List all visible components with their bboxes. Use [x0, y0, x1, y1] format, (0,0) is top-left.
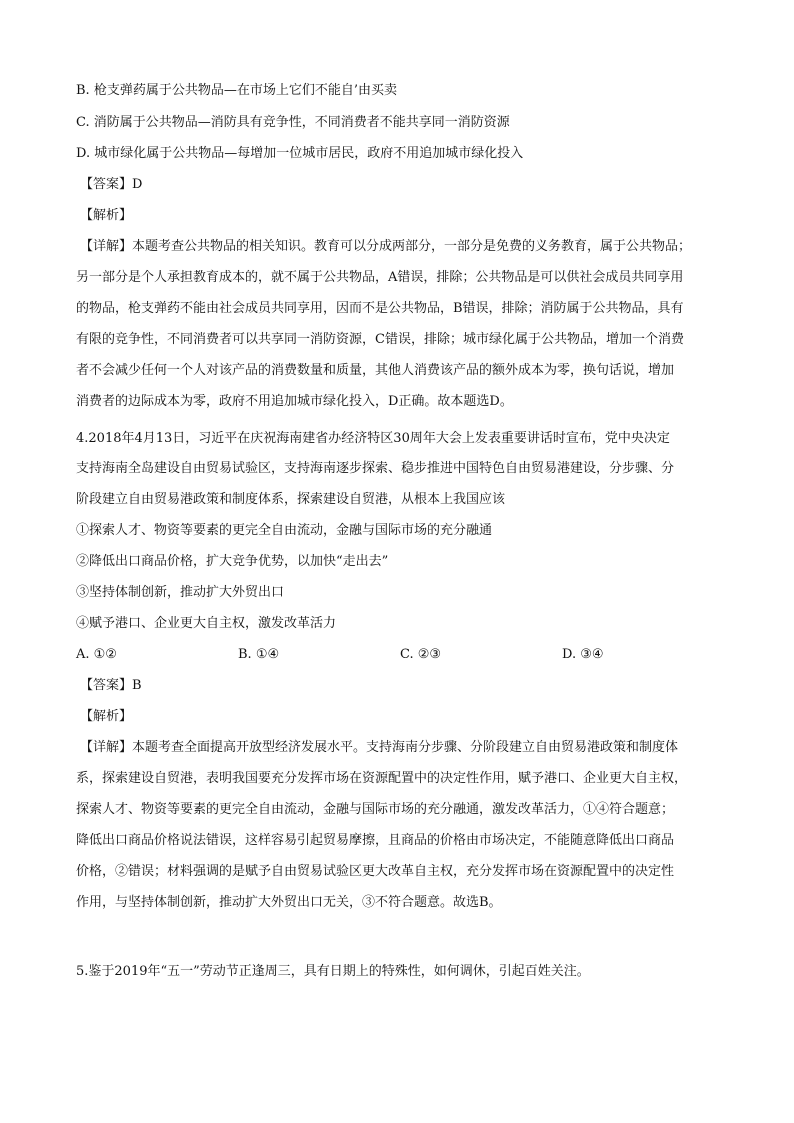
q4-detail-line: 【详解】本题考查全面提高开放型经济发展水平。支持海南分步骤、分阶段建立自由贸易港政策和制度体: [80, 740, 679, 755]
q3-detail-line: 另一部分是个人承担教育成本的，就不属于公共物品，A错误，排除；公共物品是可以供社会成员共同享用: [76, 270, 684, 285]
q4-stem-line: 4.2018年4月13日，习近平在庆祝海南建省办经济特区30周年大会上发表重要讲话时宣布，党中央决定: [76, 431, 670, 446]
q4-item-4: ④赋予港口、企业更大自主权，激发改革活力: [76, 616, 337, 631]
q3-analysis-title: 【解析】: [80, 208, 133, 223]
q3-option-b: B. 枪支弹药属于公共物品—在市场上它们不能自’由买卖: [76, 83, 397, 98]
q3-detail-line: 有限的竞争性，不同消费者可以共享同一消防资源，C错误，排除；城市绿化属于公共物品，增加一个消费: [76, 332, 684, 347]
q4-stem-line: 支持海南全岛建设自由贸易试验区，支持海南逐步探索、稳步推进中国特色自由贸易港建设，分步骤、分: [76, 461, 675, 476]
q4-item-3: ③坚持体制创新，推动扩大外贸出口: [76, 585, 285, 600]
q4-detail-line: 探索人才、物资等要素的更完全自由流动，金融与国际市场的充分融通，激发改革活力，①④符合题意；: [76, 802, 675, 817]
q4-choice-d: D. ③④: [562, 647, 604, 662]
q4-choice-c: C. ②③: [400, 647, 442, 662]
q4-choice-a: A. ①②: [76, 647, 117, 662]
q3-detail-line: 【详解】本题考查公共物品的相关知识。教育可以分成两部分，一部分是免费的义务教育，属于公共物品；: [80, 239, 692, 254]
q3-option-d: D. 城市绿化属于公共物品—每增加一位城市居民，政府不用追加城市绿化投入: [76, 146, 524, 161]
q4-analysis-title: 【解析】: [80, 709, 133, 724]
q5-stem: 5.鉴于2019年“五一”劳动节正逢周三，具有日期上的特殊性，如何调休，引起百姓关注。: [76, 964, 590, 979]
q3-option-c: C. 消防属于公共物品—消防具有竞争性，不同消费者不能共享同一消防资源: [76, 115, 510, 130]
q3-detail-line: 的物品，枪支弹药不能由社会成员共同享用，因而不是公共物品，B错误，排除；消防属于公共物品，具有: [76, 301, 684, 316]
q4-detail-line: 系，探索建设自贸港，表明我国要充分发挥市场在资源配置中的决定性作用，赋予港口、企业更大自主权，: [76, 771, 688, 786]
q4-stem-line: 阶段建立自由贸易港政策和制度体系，探索建设自贸港，从根本上我国应该: [76, 492, 506, 507]
q4-detail-line: 作用，与坚持体制创新，推动扩大外贸出口无关，③不符合题意。故选B。: [76, 895, 502, 910]
q4-item-2: ②降低出口商品价格，扩大竞争优势，以加快“走出去”: [76, 554, 389, 569]
q4-detail-line: 降低出口商品价格说法错误，这样容易引起贸易摩擦，且商品的价格由市场决定，不能随意降低出口商品: [76, 833, 675, 848]
q4-choice-b: B. ①④: [238, 647, 280, 662]
q3-detail-line: 消费者的边际成本为零，政府不用追加城市绿化投入，D正确。故本题选D。: [76, 394, 513, 409]
q3-answer: 【答案】D: [80, 177, 143, 192]
q4-detail-line: 价格，②错误；材料强调的是赋予自由贸易试验区更大改革自主权，充分发挥市场在资源配置中的决定性: [76, 864, 675, 879]
q3-detail-line: 者不会减少任何一个人对该产品的消费数量和质量，其他人消费该产品的额外成本为零，换句话说，增加: [76, 363, 675, 378]
q4-answer: 【答案】B: [80, 678, 142, 693]
q4-item-1: ①探索人才、物资等要素的更完全自由流动，金融与国际市场的充分融通: [76, 523, 493, 538]
